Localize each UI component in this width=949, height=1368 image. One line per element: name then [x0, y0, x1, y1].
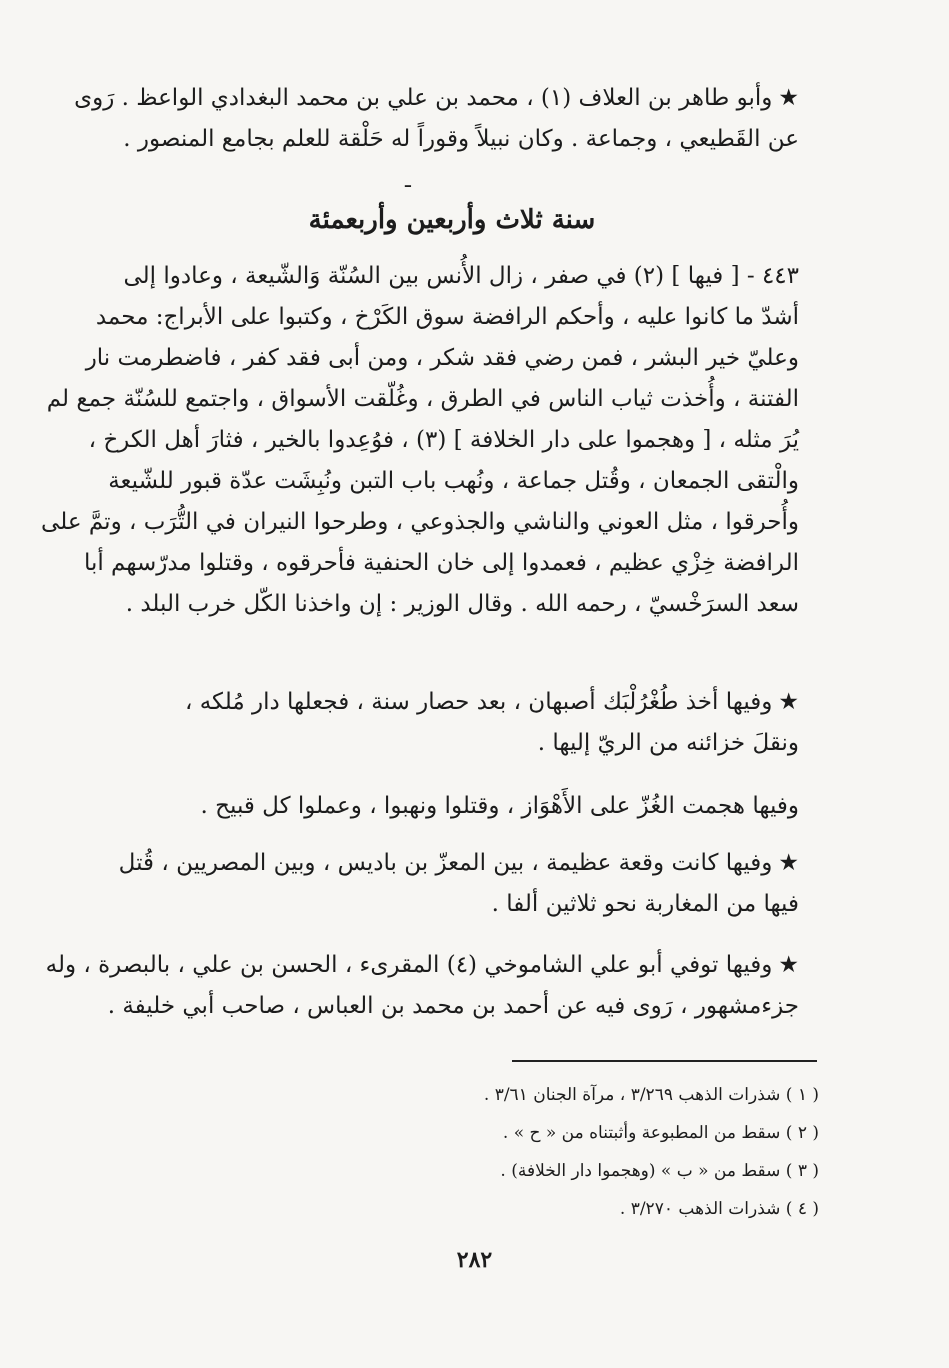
- paragraph-line: الفتنة ، وأُخذت ثياب الناس في الطرق ، وغُلّقت الأسواق ، واجتمع للسُنّة جمع لم: [46, 386, 799, 412]
- star-icon: ★: [778, 689, 799, 715]
- star-icon: ★: [778, 952, 799, 978]
- star-icon: ★: [778, 850, 799, 876]
- main-paragraph-443: [41, 256, 799, 625]
- paragraph-line: يُرَ مثله ، [ وهجموا على دار الخلافة ] (٣) ، فوُعِدوا بالخير ، فثارَ أهل الكرخ ،: [88, 427, 799, 453]
- entry-line: جزءمشهور ، رَوى فيه عن أحمد بن محمد بن العباس ، صاحب أبي خليفة .: [107, 993, 799, 1019]
- entry-isfahan: [105, 682, 799, 764]
- footnote-4: ( ٤ ) شذرات الذهب ٣/٢٧٠ .: [619, 1199, 819, 1219]
- entry-line: ★وفيها كانت وقعة عظيمة ، بين المعزّ بن باديس ، وبين المصريين ، قُتل: [118, 850, 799, 876]
- footnote-1: ( ١ ) شذرات الذهب ٣/٢٦٩ ، مرآة الجنان ٣/٦١ .: [483, 1085, 819, 1105]
- footnote-2: ( ٢ ) سقط من المطبوعة وأثبتناه من « ح » .: [502, 1123, 819, 1143]
- paragraph-line: سعد السرَخْسيّ ، رحمه الله . وقال الوزير : إن واخذنا الكّل خرب البلد .: [125, 591, 799, 617]
- paragraph-line: ٤٤٣ - [ فيها ] (٢) في صفر ، زال الأُنس بين السُنّة وَالشّيعة ، وعادوا إلى: [123, 263, 799, 289]
- paragraph-line: أشدّ ما كانوا عليه ، وأحكم الرافضة سوق الكَرْخ ، وكتبوا على الأبراج: محمد: [95, 304, 799, 330]
- paragraph-line: وعليّ خير البشر ، فمن رضي فقد شكر ، ومن أبى فقد كفر ، فاضطرمت نار: [85, 345, 799, 371]
- entry-line: فيها من المغاربة نحو ثلاثين ألفا .: [491, 891, 799, 917]
- entry-line: ونقلَ خزائنه من الريّ إليها .: [537, 730, 799, 756]
- entry-battle: [105, 843, 799, 925]
- entry-line: ★وأبو طاهر بن العلاف (١) ، محمد بن علي بن محمد البغدادي الواعظ . رَوى: [74, 85, 799, 111]
- paragraph-line: والْتقى الجمعان ، وقُتل جماعة ، ونُهب باب التبن ونُبِشَت عدّة قبور للشّيعة: [108, 468, 799, 494]
- entry-line: ★وفيها توفي أبو علي الشاموخي (٤) المقرىء ، الحسن بن علي ، بالبصرة ، وله: [45, 952, 799, 978]
- star-icon: ★: [778, 85, 799, 111]
- entry-shamukhi: [45, 945, 799, 1027]
- entry-abu-tahir: [74, 78, 799, 160]
- page-number: ٢٨٢: [456, 1247, 493, 1273]
- entry-line: ★وفيها أخذ طُغْرُلْبَك أصبهان ، بعد حصار سنة ، فجعلها دار مُلكه ،: [184, 689, 799, 715]
- paragraph-line: الرافضة خِزْي عظيم ، فعمدوا إلى خان الحنفية فأحرقوه ، وقتلوا مدرّسهم أبا: [83, 550, 799, 576]
- paragraph-line: وأُحرقوا ، مثل العوني والناشي والجذوعي ، وطرحوا النيران في التُّرَب ، وتمَّ على: [41, 509, 799, 535]
- footnote-3: ( ٣ ) سقط من « ب » (وهجموا دار الخلافة) .: [500, 1161, 819, 1181]
- entry-ghuzz: [105, 786, 799, 827]
- entry-line: عن القَطيعي ، وجماعة . وكان نبيلاً وقوراً له حَلْقة للعلم بجامع المنصور .: [123, 126, 799, 152]
- separator-mark: ـ: [405, 168, 411, 192]
- entry-line: وفيها هجمت الغُزّ على الأَهْوَاز ، وقتلوا ونهبوا ، وعملوا كل قبيح .: [200, 793, 799, 819]
- section-title: سنة ثلاث وأربعين وأربعمئة: [308, 205, 596, 235]
- footnotes: [360, 1076, 819, 1228]
- footnote-divider: [512, 1060, 817, 1062]
